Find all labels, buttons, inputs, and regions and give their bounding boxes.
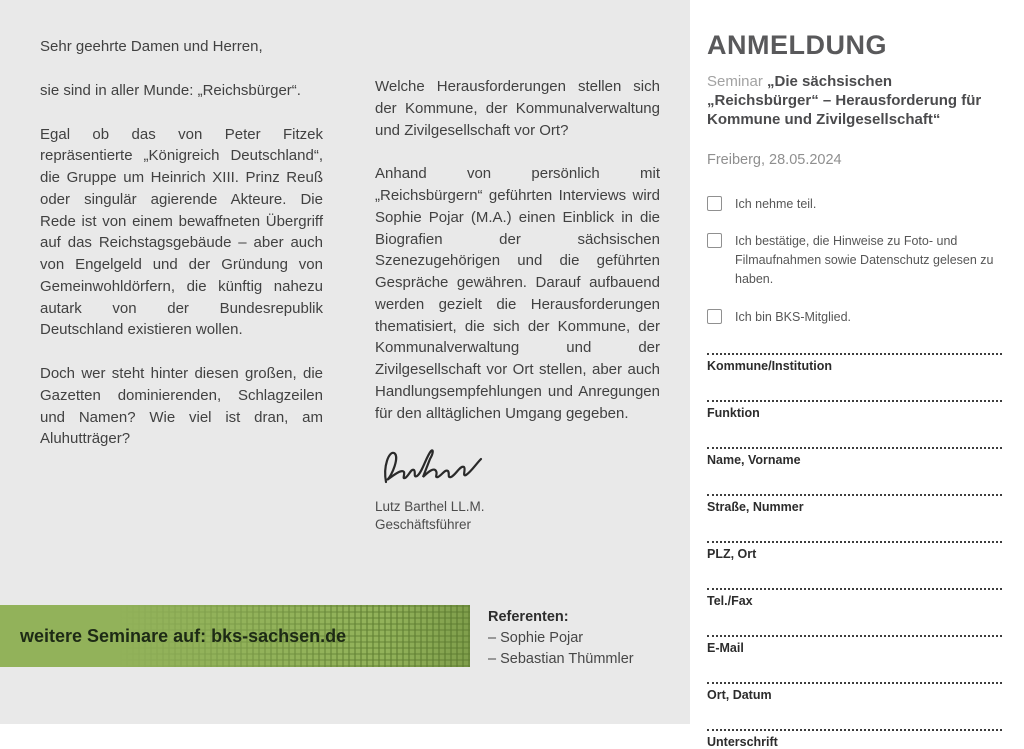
- referenten-block: [488, 607, 634, 670]
- field-email[interactable]: [707, 635, 1002, 655]
- seminar-title: „Die sächsischen „Reichsbürger“ – Herausforderung für Kommune und Zivilgesellschaft“: [707, 73, 982, 129]
- field-label: Ort, Datum: [707, 688, 772, 703]
- body-paragraph: Sehr geehrte Damen und Herren,: [40, 38, 263, 55]
- body-paragraph: Doch wer steht hinter diesen großen, die Gazetten dominierenden, Schlagzeilen und Namen? Wie viel ist dran, am Aluhutträger?: [40, 365, 323, 448]
- checkbox-label: Ich bin BKS-Mitglied.: [735, 309, 852, 324]
- registration-page: [690, 0, 1024, 749]
- field-tel-fax[interactable]: [707, 588, 1002, 608]
- field-plz-ort[interactable]: [707, 541, 1002, 561]
- signature-image: [377, 446, 497, 490]
- page-title: ANMELDUNG: [707, 30, 887, 60]
- field-kommune[interactable]: [707, 353, 1002, 373]
- checkbox[interactable]: [707, 196, 722, 211]
- field-label: Kommune/Institution: [707, 359, 832, 374]
- signatory-role: Geschäftsführer: [375, 516, 472, 532]
- checkbox[interactable]: [707, 233, 722, 248]
- body-paragraph: sie sind in aller Munde: „Reichsbürger“.: [40, 81, 301, 99]
- body-paragraph: Anhand von persönlich mit „Reichsbürgern“ geführten Interviews wird Sophie Pojar (M.A.) einen Einblick in die Biografien der sächsischen Szenezugehörigen und die geführten Gespräche gewähren. Darauf aufbauend werden gezielt die Herausforderungen thematisiert, die sich der Kommune, der Kommunalverwaltung und der Zivilgesellschaft vor Ort stellen, aber auch Handlungsempfehlungen und Anregungen für den alltäglichen Umgang gegeben.: [375, 165, 660, 422]
- referent-item: – Sophie Pojar: [488, 630, 584, 646]
- field-funktion[interactable]: [707, 400, 1002, 420]
- checkbox-label: Ich bestätige, die Hinweise zu Foto- und Filmaufnahmen sowie Datenschutz gelesen zu haben.: [735, 234, 994, 286]
- field-ort-datum[interactable]: [707, 682, 1002, 702]
- checkbox[interactable]: [707, 309, 722, 324]
- seminar-label: Seminar: [707, 73, 768, 90]
- banner-url-text: weitere Seminare auf: bks-sachsen.de: [20, 625, 347, 646]
- field-strasse[interactable]: [707, 494, 1002, 514]
- seminar-subtitle: [707, 72, 1002, 130]
- field-name[interactable]: [707, 447, 1002, 467]
- checkbox-label: Ich nehme teil.: [735, 196, 817, 211]
- form-fields: [707, 353, 1002, 749]
- field-label: E-Mail: [707, 641, 744, 656]
- referenten-heading: Referenten:: [488, 609, 569, 625]
- field-label: Unterschrift: [707, 735, 778, 749]
- checkbox-item-datenschutz: [707, 232, 1002, 288]
- checkbox-group: [707, 195, 1002, 327]
- checkbox-item-mitglied: [707, 308, 1002, 327]
- checkbox-item-teilnahme: [707, 195, 1002, 214]
- seminar-banner: [0, 605, 470, 667]
- event-date: Freiberg, 28.05.2024: [707, 151, 842, 168]
- field-unterschrift[interactable]: [707, 729, 1002, 749]
- body-paragraph: Egal ob das von Peter Fitzek repräsentierte „Königreich Deutschland“, die Gruppe um Heinrich XIII. Prinz Reuß oder singulär agierende Akteure. Die Rede ist von einem bewaffneten Übergriff auf das Reichstagsgebäude – aber auch von Engelgeld und der Gründung von Gemeinwohldörfern, die künftig nahezu autark von der Bundesrepublik Deutschland existieren wollen.: [40, 125, 323, 339]
- field-label: Name, Vorname: [707, 453, 801, 468]
- field-label: PLZ, Ort: [707, 547, 757, 562]
- field-label: Straße, Nummer: [707, 500, 804, 515]
- intro-column: [40, 36, 323, 472]
- description-column: [375, 76, 660, 533]
- body-paragraph: Welche Herausforderungen stellen sich der Kommune, der Kommunalverwaltung und Zivilgesellschaft vor Ort?: [375, 78, 660, 139]
- field-label: Tel./Fax: [707, 594, 753, 609]
- referent-item: – Sebastian Thümmler: [488, 651, 634, 667]
- signature-block: [375, 446, 660, 533]
- field-label: Funktion: [707, 406, 760, 421]
- signatory-name: Lutz Barthel LL.M.: [375, 499, 485, 515]
